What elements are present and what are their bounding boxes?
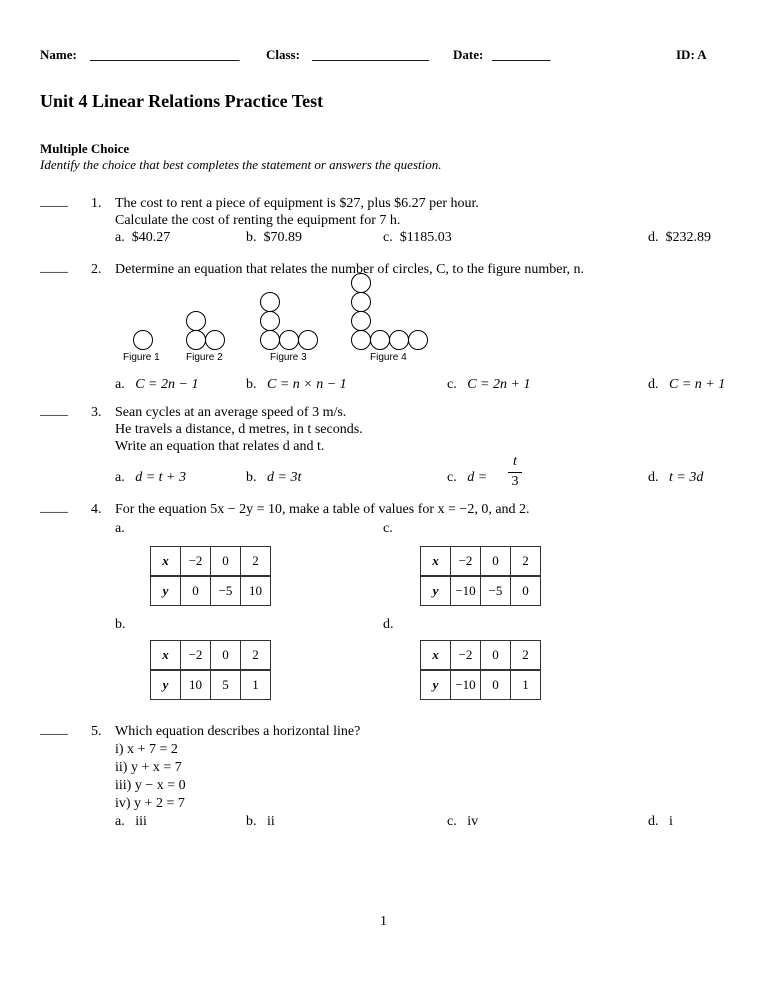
page-title: Unit 4 Linear Relations Practice Test <box>40 91 324 111</box>
choice-b[interactable]: b. C = n × n − 1 <box>246 377 347 392</box>
figure-label: Figure 4 <box>370 352 407 363</box>
choice-b[interactable]: b. ii <box>246 814 275 829</box>
name-field[interactable]: _______________________ <box>90 47 240 62</box>
figure-label: Figure 3 <box>270 352 307 363</box>
question-text: Sean cycles at an average speed of 3 m/s. <box>115 405 347 420</box>
answer-blank-5[interactable]: ____ <box>40 722 68 737</box>
question-number: 2. <box>91 262 102 277</box>
test-id: ID: A <box>676 47 707 62</box>
table-choice-c: x −2 0 2 y −10 −5 0 <box>420 546 541 606</box>
choice-a[interactable]: a. d = t + 3 <box>115 470 187 485</box>
choice-c[interactable]: c. C = 2n + 1 <box>447 377 531 392</box>
answer-blank-2[interactable]: ____ <box>40 260 68 275</box>
question-text: The cost to rent a piece of equipment is $27, plus $6.27 per hour. <box>115 196 479 211</box>
name-label: Name: <box>40 47 77 62</box>
class-label: Class: <box>266 47 300 62</box>
choice-b-label[interactable]: b. <box>115 617 126 632</box>
answer-blank-1[interactable]: ____ <box>40 194 68 209</box>
figure-label: Figure 2 <box>186 352 223 363</box>
question-text: Which equation describes a horizontal line? <box>115 724 361 739</box>
choice-c[interactable]: c. $1185.03 <box>383 230 452 245</box>
question-text: Calculate the cost of renting the equipment for 7 h. <box>115 213 401 228</box>
figure-label: Figure 1 <box>123 352 160 363</box>
table-choice-a: x −2 0 2 y 0 −5 10 <box>150 546 271 606</box>
question-number: 4. <box>91 502 102 517</box>
option-item: i) x + 7 = 2 <box>115 742 178 757</box>
question-number: 3. <box>91 405 102 420</box>
choice-c-label[interactable]: c. <box>383 521 393 536</box>
choice-d[interactable]: d. i <box>648 814 673 829</box>
table-choice-b: x −2 0 2 y 10 5 1 <box>150 640 271 700</box>
fraction-bar <box>508 472 522 473</box>
choice-d[interactable]: d. C = n + 1 <box>648 377 726 392</box>
option-item: iv) y + 2 = 7 <box>115 796 185 811</box>
choice-d[interactable]: d. t = 3d <box>648 470 704 485</box>
choice-a[interactable]: a. $40.27 <box>115 230 171 245</box>
date-field[interactable]: _________ <box>492 47 551 62</box>
choice-a-label[interactable]: a. <box>115 521 125 536</box>
choice-b[interactable]: b. $70.89 <box>246 230 302 245</box>
question-number: 5. <box>91 724 102 739</box>
answer-blank-3[interactable]: ____ <box>40 403 68 418</box>
choice-c[interactable]: c. iv <box>447 814 479 829</box>
question-text: Determine an equation that relates the number of circles, C, to the figure number, n. <box>115 262 585 277</box>
section-instructions: Identify the choice that best completes the statement or answers the question. <box>40 157 442 172</box>
option-item: ii) y + x = 7 <box>115 760 182 775</box>
table-choice-d: x −2 0 2 y −10 0 1 <box>420 640 541 700</box>
fraction-denominator: 3 <box>511 474 519 489</box>
page-number: 1 <box>380 914 387 929</box>
question-number: 1. <box>91 196 102 211</box>
choice-c[interactable]: c. d = <box>447 470 488 485</box>
choice-a[interactable]: a. iii <box>115 814 147 829</box>
choice-d-label[interactable]: d. <box>383 617 394 632</box>
choice-b[interactable]: b. d = 3t <box>246 470 302 485</box>
question-text: Write an equation that relates d and t. <box>115 439 325 454</box>
fraction-numerator: t <box>513 454 517 469</box>
section-heading: Multiple Choice <box>40 141 130 156</box>
choice-d[interactable]: d. $232.89 <box>648 230 711 245</box>
choice-a[interactable]: a. C = 2n − 1 <box>115 377 199 392</box>
date-label: Date: <box>453 47 484 62</box>
option-item: iii) y − x = 0 <box>115 778 186 793</box>
question-text: He travels a distance, d metres, in t seconds. <box>115 422 363 437</box>
class-field[interactable]: __________________ <box>312 47 429 62</box>
question-text: For the equation 5x − 2y = 10, make a table of values for x = −2, 0, and 2. <box>115 502 530 517</box>
answer-blank-4[interactable]: ____ <box>40 500 68 515</box>
